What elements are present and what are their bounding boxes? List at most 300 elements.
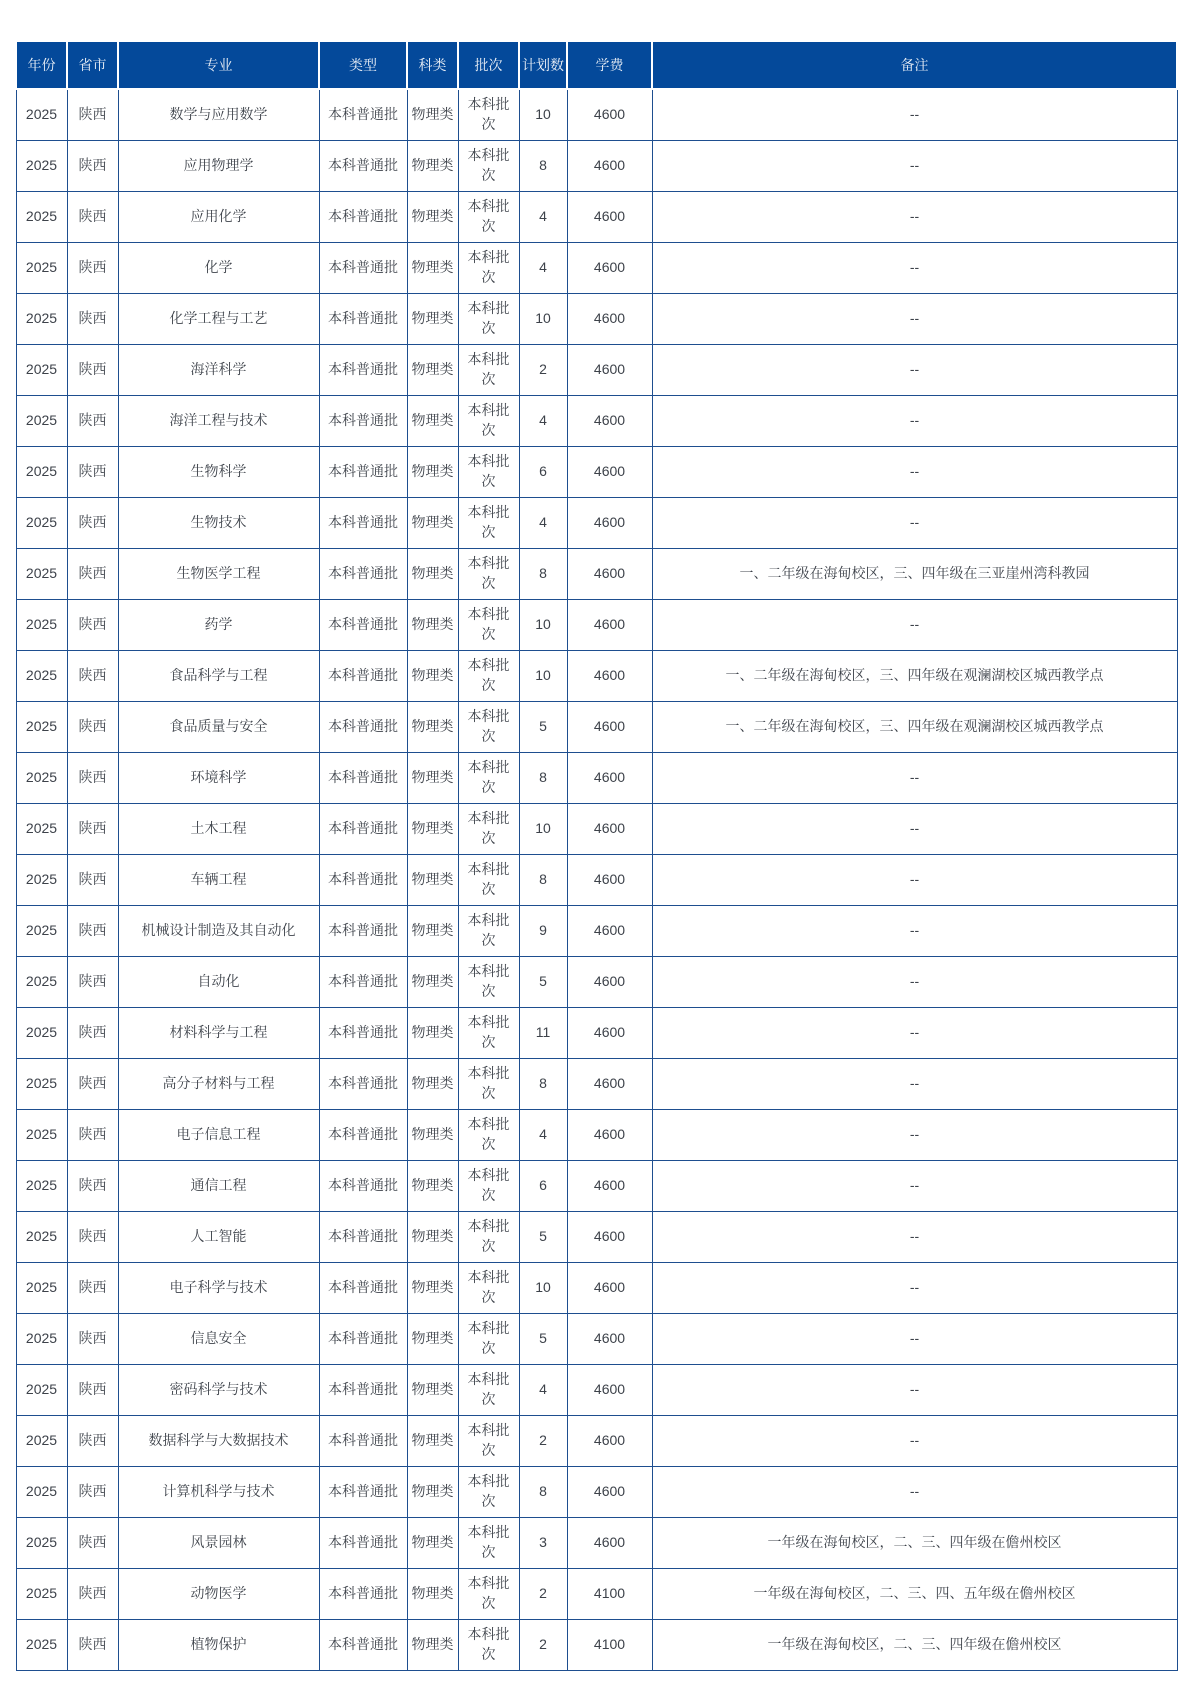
cell-year: 2025 xyxy=(16,140,67,191)
table-row xyxy=(16,1058,1177,1109)
cell-year: 2025 xyxy=(16,1058,67,1109)
cell-major: 药学 xyxy=(118,599,319,650)
cell-plan: 2 xyxy=(519,344,567,395)
cell-year: 2025 xyxy=(16,803,67,854)
cell-batch: 本科批次 xyxy=(458,548,519,599)
cell-province: 陕西 xyxy=(67,446,118,497)
admission-plan-table xyxy=(15,40,1178,1671)
cell-remark: -- xyxy=(652,497,1177,548)
cell-remark: -- xyxy=(652,1415,1177,1466)
cell-plan: 4 xyxy=(519,191,567,242)
cell-subject: 物理类 xyxy=(407,956,458,1007)
cell-remark: -- xyxy=(652,395,1177,446)
cell-plan: 4 xyxy=(519,242,567,293)
cell-remark: -- xyxy=(652,242,1177,293)
cell-year: 2025 xyxy=(16,1619,67,1670)
column-header-year: 年份 xyxy=(16,41,67,89)
cell-major: 环境科学 xyxy=(118,752,319,803)
column-header-batch: 批次 xyxy=(458,41,519,89)
cell-subject: 物理类 xyxy=(407,293,458,344)
cell-major: 数据科学与大数据技术 xyxy=(118,1415,319,1466)
cell-major: 电子信息工程 xyxy=(118,1109,319,1160)
cell-major: 生物技术 xyxy=(118,497,319,548)
cell-batch: 本科批次 xyxy=(458,89,519,140)
cell-province: 陕西 xyxy=(67,293,118,344)
cell-type: 本科普通批 xyxy=(319,446,407,497)
cell-subject: 物理类 xyxy=(407,1109,458,1160)
cell-remark: -- xyxy=(652,1160,1177,1211)
column-header-major: 专业 xyxy=(118,41,319,89)
cell-remark: -- xyxy=(652,89,1177,140)
cell-remark: -- xyxy=(652,293,1177,344)
cell-fee: 4600 xyxy=(567,191,652,242)
cell-remark: -- xyxy=(652,803,1177,854)
cell-province: 陕西 xyxy=(67,1160,118,1211)
cell-year: 2025 xyxy=(16,1364,67,1415)
cell-plan: 10 xyxy=(519,89,567,140)
cell-province: 陕西 xyxy=(67,956,118,1007)
cell-major: 高分子材料与工程 xyxy=(118,1058,319,1109)
cell-year: 2025 xyxy=(16,1160,67,1211)
cell-major: 电子科学与技术 xyxy=(118,1262,319,1313)
cell-fee: 4600 xyxy=(567,803,652,854)
cell-major: 食品科学与工程 xyxy=(118,650,319,701)
cell-remark: -- xyxy=(652,1007,1177,1058)
cell-fee: 4600 xyxy=(567,956,652,1007)
cell-fee: 4600 xyxy=(567,650,652,701)
cell-subject: 物理类 xyxy=(407,1466,458,1517)
cell-batch: 本科批次 xyxy=(458,752,519,803)
cell-subject: 物理类 xyxy=(407,1007,458,1058)
cell-type: 本科普通批 xyxy=(319,1517,407,1568)
cell-province: 陕西 xyxy=(67,752,118,803)
cell-major: 应用物理学 xyxy=(118,140,319,191)
cell-subject: 物理类 xyxy=(407,1262,458,1313)
cell-year: 2025 xyxy=(16,1415,67,1466)
cell-province: 陕西 xyxy=(67,191,118,242)
cell-remark: -- xyxy=(652,446,1177,497)
cell-year: 2025 xyxy=(16,395,67,446)
cell-type: 本科普通批 xyxy=(319,191,407,242)
cell-plan: 5 xyxy=(519,1211,567,1262)
cell-province: 陕西 xyxy=(67,1109,118,1160)
cell-major: 数学与应用数学 xyxy=(118,89,319,140)
table-row xyxy=(16,701,1177,752)
cell-subject: 物理类 xyxy=(407,650,458,701)
cell-major: 车辆工程 xyxy=(118,854,319,905)
cell-remark: -- xyxy=(652,905,1177,956)
cell-plan: 10 xyxy=(519,293,567,344)
cell-type: 本科普通批 xyxy=(319,1364,407,1415)
cell-fee: 4600 xyxy=(567,1160,652,1211)
cell-plan: 10 xyxy=(519,803,567,854)
cell-batch: 本科批次 xyxy=(458,1619,519,1670)
cell-fee: 4600 xyxy=(567,395,652,446)
cell-year: 2025 xyxy=(16,242,67,293)
cell-year: 2025 xyxy=(16,191,67,242)
cell-plan: 10 xyxy=(519,1262,567,1313)
cell-province: 陕西 xyxy=(67,1364,118,1415)
cell-fee: 4600 xyxy=(567,497,652,548)
table-row xyxy=(16,854,1177,905)
cell-batch: 本科批次 xyxy=(458,650,519,701)
cell-remark: -- xyxy=(652,599,1177,650)
cell-type: 本科普通批 xyxy=(319,701,407,752)
cell-fee: 4600 xyxy=(567,1262,652,1313)
cell-remark: -- xyxy=(652,1211,1177,1262)
cell-major: 密码科学与技术 xyxy=(118,1364,319,1415)
cell-fee: 4600 xyxy=(567,242,652,293)
cell-plan: 8 xyxy=(519,1466,567,1517)
cell-plan: 10 xyxy=(519,599,567,650)
cell-year: 2025 xyxy=(16,1313,67,1364)
cell-batch: 本科批次 xyxy=(458,395,519,446)
cell-province: 陕西 xyxy=(67,395,118,446)
cell-type: 本科普通批 xyxy=(319,803,407,854)
cell-major: 机械设计制造及其自动化 xyxy=(118,905,319,956)
table-row xyxy=(16,1364,1177,1415)
cell-remark: 一年级在海甸校区，二、三、四、五年级在儋州校区 xyxy=(652,1568,1177,1619)
cell-year: 2025 xyxy=(16,89,67,140)
cell-major: 自动化 xyxy=(118,956,319,1007)
cell-plan: 4 xyxy=(519,497,567,548)
table-row xyxy=(16,599,1177,650)
cell-type: 本科普通批 xyxy=(319,650,407,701)
cell-subject: 物理类 xyxy=(407,548,458,599)
cell-fee: 4600 xyxy=(567,1007,652,1058)
table-row xyxy=(16,395,1177,446)
cell-major: 化学工程与工艺 xyxy=(118,293,319,344)
table-row xyxy=(16,1109,1177,1160)
cell-fee: 4600 xyxy=(567,752,652,803)
cell-plan: 5 xyxy=(519,1313,567,1364)
cell-batch: 本科批次 xyxy=(458,1007,519,1058)
table-row xyxy=(16,497,1177,548)
cell-fee: 4600 xyxy=(567,1313,652,1364)
cell-subject: 物理类 xyxy=(407,1568,458,1619)
cell-batch: 本科批次 xyxy=(458,1160,519,1211)
cell-province: 陕西 xyxy=(67,1007,118,1058)
cell-remark: -- xyxy=(652,1262,1177,1313)
cell-fee: 4600 xyxy=(567,701,652,752)
cell-plan: 2 xyxy=(519,1568,567,1619)
cell-type: 本科普通批 xyxy=(319,1109,407,1160)
cell-province: 陕西 xyxy=(67,89,118,140)
cell-remark: -- xyxy=(652,344,1177,395)
cell-subject: 物理类 xyxy=(407,446,458,497)
cell-plan: 4 xyxy=(519,395,567,446)
cell-year: 2025 xyxy=(16,446,67,497)
cell-subject: 物理类 xyxy=(407,1058,458,1109)
cell-type: 本科普通批 xyxy=(319,1313,407,1364)
table-row xyxy=(16,650,1177,701)
cell-subject: 物理类 xyxy=(407,905,458,956)
cell-province: 陕西 xyxy=(67,854,118,905)
cell-type: 本科普通批 xyxy=(319,956,407,1007)
cell-subject: 物理类 xyxy=(407,1517,458,1568)
cell-subject: 物理类 xyxy=(407,395,458,446)
cell-fee: 4600 xyxy=(567,905,652,956)
table-row xyxy=(16,1007,1177,1058)
cell-remark: 一年级在海甸校区，二、三、四年级在儋州校区 xyxy=(652,1619,1177,1670)
column-header-province: 省市 xyxy=(67,41,118,89)
cell-batch: 本科批次 xyxy=(458,1211,519,1262)
cell-subject: 物理类 xyxy=(407,242,458,293)
cell-plan: 3 xyxy=(519,1517,567,1568)
cell-year: 2025 xyxy=(16,905,67,956)
column-header-remark: 备注 xyxy=(652,41,1177,89)
cell-remark: -- xyxy=(652,140,1177,191)
cell-year: 2025 xyxy=(16,599,67,650)
cell-year: 2025 xyxy=(16,650,67,701)
cell-subject: 物理类 xyxy=(407,1211,458,1262)
cell-fee: 4600 xyxy=(567,1211,652,1262)
cell-province: 陕西 xyxy=(67,1313,118,1364)
cell-year: 2025 xyxy=(16,1007,67,1058)
cell-fee: 4100 xyxy=(567,1568,652,1619)
cell-fee: 4600 xyxy=(567,854,652,905)
cell-batch: 本科批次 xyxy=(458,1568,519,1619)
cell-plan: 8 xyxy=(519,140,567,191)
cell-plan: 9 xyxy=(519,905,567,956)
cell-major: 人工智能 xyxy=(118,1211,319,1262)
cell-province: 陕西 xyxy=(67,140,118,191)
cell-batch: 本科批次 xyxy=(458,803,519,854)
column-header-subject: 科类 xyxy=(407,41,458,89)
table-header-row xyxy=(16,41,1177,89)
cell-major: 海洋工程与技术 xyxy=(118,395,319,446)
cell-remark: -- xyxy=(652,1058,1177,1109)
cell-year: 2025 xyxy=(16,497,67,548)
table-row xyxy=(16,1466,1177,1517)
cell-province: 陕西 xyxy=(67,701,118,752)
table-row xyxy=(16,1262,1177,1313)
cell-year: 2025 xyxy=(16,548,67,599)
cell-batch: 本科批次 xyxy=(458,956,519,1007)
cell-major: 动物医学 xyxy=(118,1568,319,1619)
cell-plan: 8 xyxy=(519,548,567,599)
cell-major: 土木工程 xyxy=(118,803,319,854)
table-row xyxy=(16,344,1177,395)
cell-fee: 4600 xyxy=(567,1109,652,1160)
cell-province: 陕西 xyxy=(67,1262,118,1313)
cell-subject: 物理类 xyxy=(407,1619,458,1670)
cell-subject: 物理类 xyxy=(407,701,458,752)
table-row xyxy=(16,1568,1177,1619)
cell-subject: 物理类 xyxy=(407,752,458,803)
cell-type: 本科普通批 xyxy=(319,905,407,956)
cell-fee: 4600 xyxy=(567,1058,652,1109)
cell-fee: 4600 xyxy=(567,548,652,599)
table-row xyxy=(16,293,1177,344)
table-row xyxy=(16,140,1177,191)
cell-plan: 8 xyxy=(519,1058,567,1109)
cell-batch: 本科批次 xyxy=(458,905,519,956)
cell-fee: 4600 xyxy=(567,1364,652,1415)
cell-fee: 4600 xyxy=(567,446,652,497)
cell-batch: 本科批次 xyxy=(458,242,519,293)
cell-subject: 物理类 xyxy=(407,140,458,191)
cell-plan: 5 xyxy=(519,956,567,1007)
cell-fee: 4600 xyxy=(567,344,652,395)
cell-fee: 4600 xyxy=(567,1466,652,1517)
column-header-plan: 计划数 xyxy=(519,41,567,89)
cell-fee: 4100 xyxy=(567,1619,652,1670)
cell-subject: 物理类 xyxy=(407,803,458,854)
cell-type: 本科普通批 xyxy=(319,242,407,293)
cell-type: 本科普通批 xyxy=(319,1007,407,1058)
cell-plan: 11 xyxy=(519,1007,567,1058)
cell-fee: 4600 xyxy=(567,293,652,344)
cell-batch: 本科批次 xyxy=(458,446,519,497)
table-row xyxy=(16,446,1177,497)
cell-year: 2025 xyxy=(16,854,67,905)
table-row xyxy=(16,956,1177,1007)
cell-remark: -- xyxy=(652,854,1177,905)
table-row xyxy=(16,803,1177,854)
cell-fee: 4600 xyxy=(567,89,652,140)
cell-remark: 一、二年级在海甸校区，三、四年级在三亚崖州湾科教园 xyxy=(652,548,1177,599)
cell-type: 本科普通批 xyxy=(319,1466,407,1517)
cell-remark: 一、二年级在海甸校区，三、四年级在观澜湖校区城西教学点 xyxy=(652,650,1177,701)
cell-type: 本科普通批 xyxy=(319,140,407,191)
cell-type: 本科普通批 xyxy=(319,599,407,650)
cell-fee: 4600 xyxy=(567,599,652,650)
cell-remark: -- xyxy=(652,752,1177,803)
cell-fee: 4600 xyxy=(567,140,652,191)
cell-subject: 物理类 xyxy=(407,1160,458,1211)
cell-plan: 6 xyxy=(519,1160,567,1211)
cell-remark: -- xyxy=(652,191,1177,242)
table-row xyxy=(16,905,1177,956)
cell-subject: 物理类 xyxy=(407,1313,458,1364)
cell-province: 陕西 xyxy=(67,1619,118,1670)
cell-year: 2025 xyxy=(16,1517,67,1568)
cell-province: 陕西 xyxy=(67,1415,118,1466)
column-header-type: 类型 xyxy=(319,41,407,89)
cell-remark: -- xyxy=(652,956,1177,1007)
cell-subject: 物理类 xyxy=(407,854,458,905)
cell-type: 本科普通批 xyxy=(319,1262,407,1313)
cell-province: 陕西 xyxy=(67,803,118,854)
cell-major: 风景园林 xyxy=(118,1517,319,1568)
table-row xyxy=(16,242,1177,293)
cell-subject: 物理类 xyxy=(407,344,458,395)
cell-year: 2025 xyxy=(16,1211,67,1262)
cell-plan: 2 xyxy=(519,1415,567,1466)
cell-batch: 本科批次 xyxy=(458,191,519,242)
cell-plan: 5 xyxy=(519,701,567,752)
cell-province: 陕西 xyxy=(67,548,118,599)
table-row xyxy=(16,1517,1177,1568)
cell-type: 本科普通批 xyxy=(319,1568,407,1619)
cell-subject: 物理类 xyxy=(407,497,458,548)
cell-batch: 本科批次 xyxy=(458,497,519,548)
cell-year: 2025 xyxy=(16,956,67,1007)
cell-batch: 本科批次 xyxy=(458,344,519,395)
cell-plan: 4 xyxy=(519,1109,567,1160)
cell-plan: 6 xyxy=(519,446,567,497)
cell-major: 海洋科学 xyxy=(118,344,319,395)
cell-year: 2025 xyxy=(16,1568,67,1619)
cell-fee: 4600 xyxy=(567,1415,652,1466)
cell-major: 食品质量与安全 xyxy=(118,701,319,752)
cell-type: 本科普通批 xyxy=(319,395,407,446)
column-header-fee: 学费 xyxy=(567,41,652,89)
table-row xyxy=(16,1313,1177,1364)
cell-remark: 一、二年级在海甸校区，三、四年级在观澜湖校区城西教学点 xyxy=(652,701,1177,752)
cell-plan: 8 xyxy=(519,854,567,905)
cell-type: 本科普通批 xyxy=(319,752,407,803)
cell-year: 2025 xyxy=(16,293,67,344)
cell-year: 2025 xyxy=(16,344,67,395)
cell-province: 陕西 xyxy=(67,1058,118,1109)
cell-batch: 本科批次 xyxy=(458,1058,519,1109)
cell-major: 生物医学工程 xyxy=(118,548,319,599)
cell-type: 本科普通批 xyxy=(319,293,407,344)
cell-type: 本科普通批 xyxy=(319,1058,407,1109)
cell-subject: 物理类 xyxy=(407,191,458,242)
cell-batch: 本科批次 xyxy=(458,1109,519,1160)
cell-year: 2025 xyxy=(16,752,67,803)
cell-type: 本科普通批 xyxy=(319,548,407,599)
cell-plan: 4 xyxy=(519,1364,567,1415)
cell-year: 2025 xyxy=(16,1466,67,1517)
cell-subject: 物理类 xyxy=(407,1415,458,1466)
table-body xyxy=(16,89,1177,1670)
cell-major: 植物保护 xyxy=(118,1619,319,1670)
cell-type: 本科普通批 xyxy=(319,1415,407,1466)
cell-remark: -- xyxy=(652,1466,1177,1517)
cell-year: 2025 xyxy=(16,1109,67,1160)
cell-batch: 本科批次 xyxy=(458,293,519,344)
table-row xyxy=(16,1211,1177,1262)
cell-major: 信息安全 xyxy=(118,1313,319,1364)
cell-batch: 本科批次 xyxy=(458,701,519,752)
cell-remark: -- xyxy=(652,1364,1177,1415)
cell-subject: 物理类 xyxy=(407,599,458,650)
cell-fee: 4600 xyxy=(567,1517,652,1568)
cell-province: 陕西 xyxy=(67,1517,118,1568)
cell-plan: 8 xyxy=(519,752,567,803)
cell-province: 陕西 xyxy=(67,344,118,395)
cell-major: 生物科学 xyxy=(118,446,319,497)
cell-batch: 本科批次 xyxy=(458,1364,519,1415)
cell-province: 陕西 xyxy=(67,497,118,548)
cell-batch: 本科批次 xyxy=(458,140,519,191)
cell-type: 本科普通批 xyxy=(319,1619,407,1670)
cell-province: 陕西 xyxy=(67,650,118,701)
cell-remark: 一年级在海甸校区，二、三、四年级在儋州校区 xyxy=(652,1517,1177,1568)
cell-type: 本科普通批 xyxy=(319,344,407,395)
cell-major: 化学 xyxy=(118,242,319,293)
cell-batch: 本科批次 xyxy=(458,854,519,905)
table-row xyxy=(16,191,1177,242)
cell-type: 本科普通批 xyxy=(319,1160,407,1211)
cell-type: 本科普通批 xyxy=(319,1211,407,1262)
cell-major: 通信工程 xyxy=(118,1160,319,1211)
cell-major: 应用化学 xyxy=(118,191,319,242)
table-row xyxy=(16,1619,1177,1670)
cell-type: 本科普通批 xyxy=(319,89,407,140)
cell-batch: 本科批次 xyxy=(458,599,519,650)
cell-province: 陕西 xyxy=(67,599,118,650)
cell-subject: 物理类 xyxy=(407,89,458,140)
table-row xyxy=(16,1415,1177,1466)
cell-province: 陕西 xyxy=(67,1211,118,1262)
table-row xyxy=(16,752,1177,803)
cell-remark: -- xyxy=(652,1109,1177,1160)
